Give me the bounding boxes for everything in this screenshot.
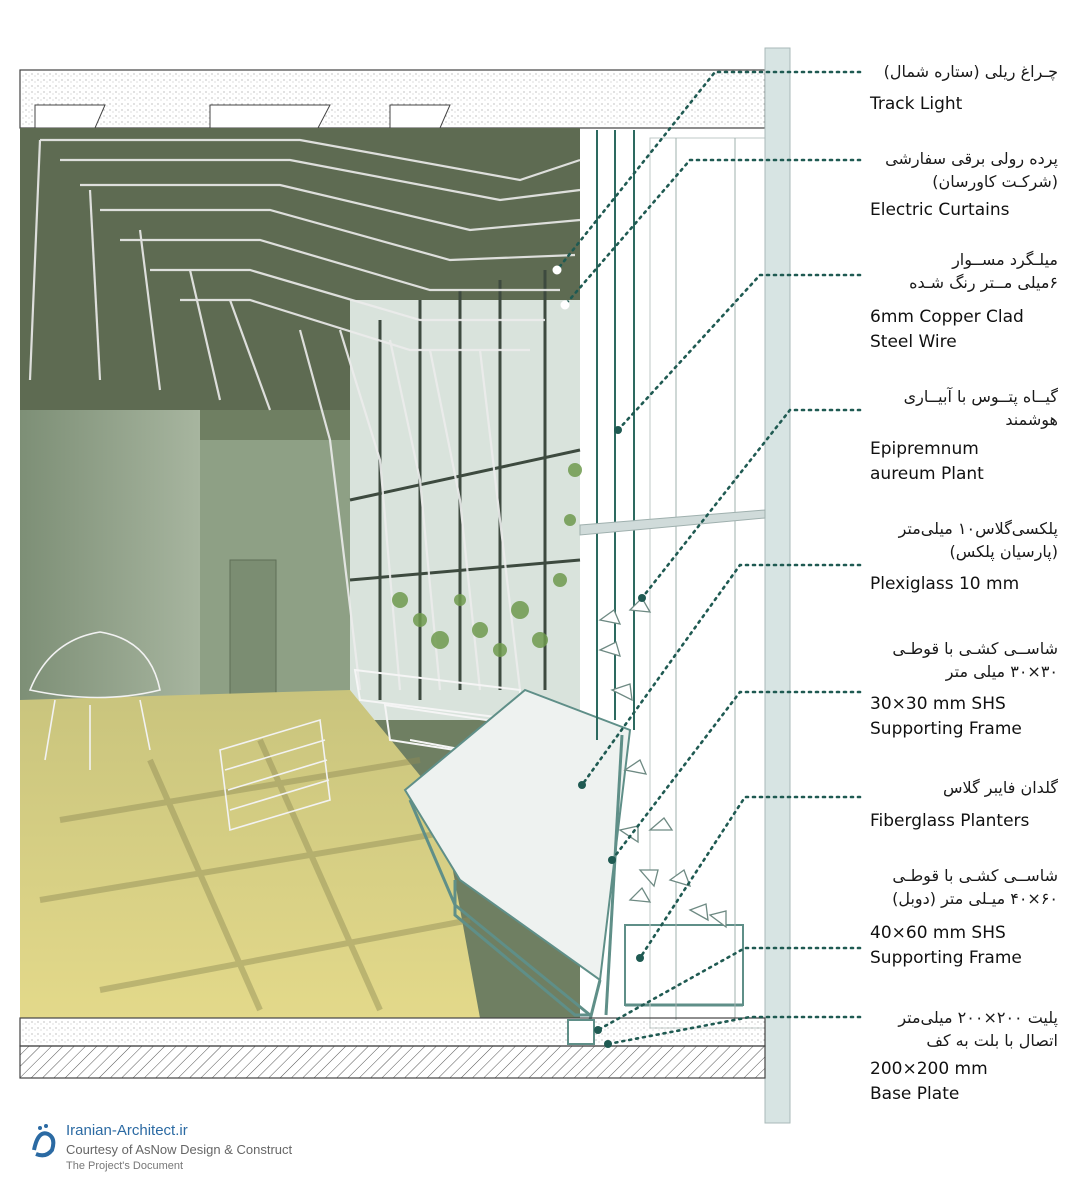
label-track-light-fa: چـراغ ریلی (ستاره شمال) <box>883 62 1058 81</box>
label-track-light-en: Track Light <box>870 94 963 114</box>
label-wire-fa: میلـگرد مســوار ۶میلی مــتر رنگ شـده <box>909 250 1058 292</box>
courtesy-text: Courtesy of AsNow Design & Construct <box>66 1142 293 1157</box>
label-plant-fa: گیــاه پتــوس با آبیــاری هوشمند <box>903 387 1058 429</box>
ceiling-slab <box>20 70 765 128</box>
label-planters-fa: گلدان فایبر گلاس <box>942 778 1058 797</box>
floor-slab <box>20 1018 765 1078</box>
label-curtains-en: Electric Curtains <box>870 200 1010 220</box>
label-wire-en: 6mm Copper Clad Steel Wire <box>870 307 1024 352</box>
label-plant-en: Epipremnum aureum Plant <box>870 439 984 484</box>
credits-footer <box>28 1120 348 1180</box>
site-logo <box>28 1120 62 1164</box>
label-frame30-en: 30×30 mm SHS Supporting Frame <box>870 694 1022 739</box>
label-baseplate-en: 200×200 mm Base Plate <box>870 1059 988 1104</box>
document-text: The Project's Document <box>66 1160 184 1172</box>
site-link[interactable]: Iranian-Architect.ir <box>66 1122 188 1139</box>
label-planters-en: Fiberglass Planters <box>870 811 1030 831</box>
label-frame40-en: 40×60 mm SHS Supporting Frame <box>870 923 1022 968</box>
label-plexiglass-fa: پلکسی‌گلاس۱۰ میلی‌متر (پارسیان پلکس) <box>898 519 1058 561</box>
label-frame30-fa: شاســی کشـی با قوطـی ۳۰×۳۰ میلی متر <box>892 639 1058 681</box>
label-frame40-fa: شاســی کشـی با قوطـی ۶۰×۴۰ میـلی متر (دوبل) <box>892 866 1058 908</box>
label-plexiglass-en: Plexiglass 10 mm <box>870 574 1020 594</box>
label-curtains-fa: پرده رولی برقی سفارشی (شرکـت کاورسان) <box>885 149 1058 191</box>
label-baseplate-fa: پلیت ۲۰۰×۲۰۰ میلی‌متر اتصال با بلت به کف <box>898 1008 1058 1050</box>
